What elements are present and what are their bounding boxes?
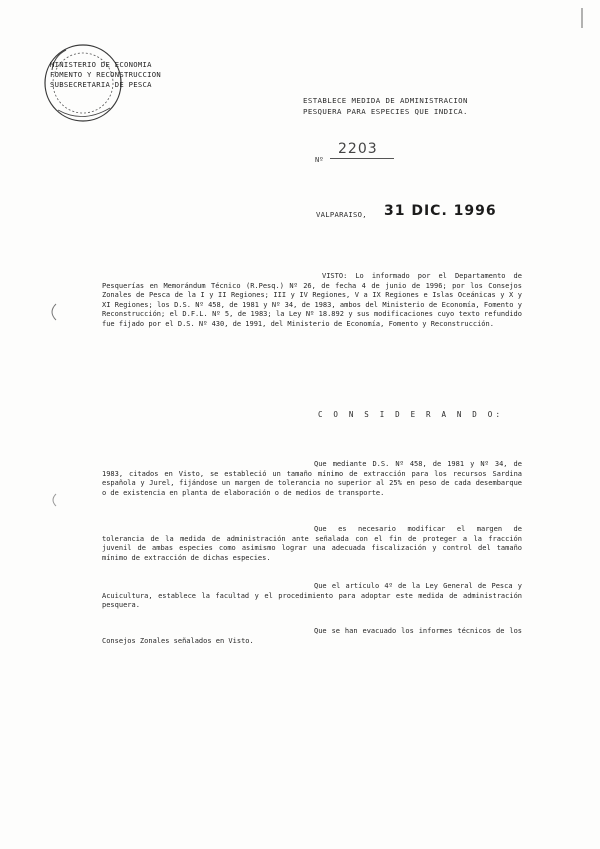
visto-text: Lo informado por el Departamento de Pesquerías en Memorándum Técnico (R.Pesq.) Nº 26, de fecha 4 de junio de 1996; por los Consejos Zonales de Pesca de la I y II Regiones; III y IV Regiones, V a IX Regiones e Islas Oceánicas y X y XI Regiones; los D.S. Nº 458, de 1981 y Nº 34, de 1983, ambos del Ministerio de Economía, Fomento y Reconstrucción; el D.F.L. Nº 5, de 1983; la Ley Nº 18.892 y sus modificaciones cuyo texto refundido fue fijado por el D.S. Nº 430, de 1991, del Ministerio de Economía, Fomento y Reconstrucción. bbox=[102, 272, 522, 328]
ministry-line: SUBSECRETARIA DE PESCA bbox=[50, 80, 152, 89]
decree-date-stamp: 31 DIC. 1996 bbox=[384, 203, 497, 219]
decree-number: 2203 bbox=[338, 141, 378, 157]
visto-paragraph bbox=[102, 272, 522, 330]
ministry-header bbox=[50, 60, 161, 90]
decree-number-label: Nº bbox=[315, 156, 324, 164]
ministry-line: FOMENTO Y RECONSTRUCCION bbox=[50, 70, 162, 79]
considerando-paragraph: Que el artículo 4º de la Ley General de Pesca y Acuicultura, establece la facultad y el procedimiento para adoptar este medida de administración pesquera. bbox=[102, 582, 522, 610]
subject-line: PESQUERA PARA ESPECIES QUE INDICA. bbox=[303, 107, 468, 116]
visto-label: VISTO: bbox=[322, 272, 348, 280]
decree-subject bbox=[303, 95, 468, 117]
considerando-paragraph: Que es necesario modificar el margen de tolerancia de la medida de administración ante señalada con el fin de proteger a la fracción juvenil de ambas especies como asimismo lograr una adecuada fiscalización y control del tamaño mínimo de extracción de dichas especies. bbox=[102, 525, 522, 562]
place: VALPARAISO, bbox=[316, 210, 367, 219]
subject-line: ESTABLECE MEDIDA DE ADMINISTRACION bbox=[303, 96, 468, 105]
ministry-line: MINISTERIO DE ECONOMIA bbox=[50, 60, 152, 69]
considerando-paragraph: Que mediante D.S. Nº 458, de 1981 y Nº 34, de 1983, citados en Visto, se estableció un tamaño mínimo de extracción para los recursos Sardina española y Jurel, fijándose un margen de tolerancia no superior al 25% en peso de cada desembarque o de existencia en planta de elaboración o de medios de transporte. bbox=[102, 460, 522, 497]
punch-hole-mark-icon bbox=[46, 302, 58, 322]
considerando-paragraph: Que se han evacuado los informes técnicos de los Consejos Zonales señalados en Visto. bbox=[102, 627, 522, 645]
scan-edge-mark-icon bbox=[578, 8, 586, 28]
decree-number-underline bbox=[330, 158, 394, 159]
considerando-heading: C O N S I D E R A N D O: bbox=[318, 410, 504, 419]
punch-hole-mark-icon bbox=[48, 493, 58, 507]
